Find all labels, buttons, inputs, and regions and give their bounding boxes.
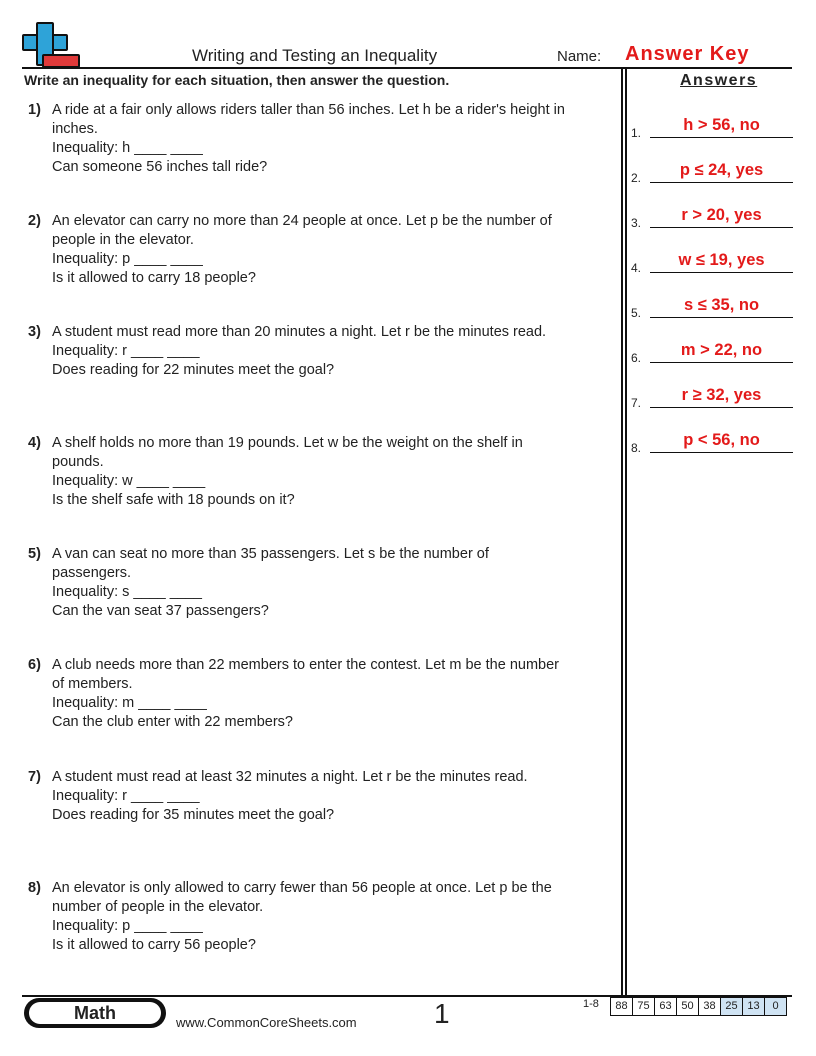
question-item xyxy=(24,545,618,621)
question-text: A student must read at least 32 minutes a night. Let r be the minutes read. xyxy=(52,769,528,785)
question-text: A van can seat no more than 35 passengers. Let s be the number of xyxy=(52,546,489,562)
inequality-prompt: Inequality: s ____ ____ xyxy=(52,584,202,600)
answer-line xyxy=(650,182,793,183)
inequality-prompt: Inequality: r ____ ____ xyxy=(52,788,200,804)
answer-row xyxy=(631,384,793,410)
question-prompt: Does reading for 35 minutes meet the goal? xyxy=(52,807,335,823)
score-table xyxy=(610,997,787,1016)
question-prompt: Is the shelf safe with 18 pounds on it? xyxy=(52,492,295,508)
question-number: 8) xyxy=(28,880,41,896)
answer-line xyxy=(650,452,793,453)
score-cell: 88 xyxy=(611,998,632,1015)
question-prompt: Can the van seat 37 passengers? xyxy=(52,603,269,619)
question-prompt: Can the club enter with 22 members? xyxy=(52,714,293,730)
answer-value: m > 22, no xyxy=(680,341,763,359)
question-text: A ride at a fair only allows riders taller than 56 inches. Let h be a rider's height in xyxy=(52,102,565,118)
answer-number: 8. xyxy=(631,441,642,455)
worksheet-title: Writing and Testing an Inequality xyxy=(192,46,438,65)
question-text: passengers. xyxy=(52,565,131,581)
answer-number: 3. xyxy=(631,216,642,230)
page-number: 1 xyxy=(434,998,450,1029)
name-label: Name: xyxy=(557,48,602,65)
instructions: Write an inequality for each situation, then answer the question. xyxy=(24,72,450,88)
question-item xyxy=(24,768,618,825)
question-number: 2) xyxy=(28,213,41,229)
logo-minus-icon xyxy=(42,54,80,68)
score-cell: 38 xyxy=(698,998,720,1015)
answer-key-label: Answer Key xyxy=(625,43,750,65)
website-link[interactable]: www.CommonCoreSheets.com xyxy=(176,1015,357,1030)
question-text: A shelf holds no more than 19 pounds. Let w be the weight on the shelf in xyxy=(52,435,523,451)
question-number: 7) xyxy=(28,769,41,785)
answer-number: 6. xyxy=(631,351,642,365)
question-text: people in the elevator. xyxy=(52,232,194,248)
inequality-prompt: Inequality: p ____ ____ xyxy=(52,918,203,934)
question-prompt: Is it allowed to carry 56 people? xyxy=(52,937,256,953)
answer-row xyxy=(631,294,793,320)
answers-heading: Answers xyxy=(680,72,758,89)
question-text: An elevator is only allowed to carry fewer than 56 people at once. Let p be the xyxy=(52,880,552,896)
answer-row xyxy=(631,249,793,275)
answer-number: 4. xyxy=(631,261,642,275)
answer-value: s ≤ 35, no xyxy=(683,296,760,314)
question-number: 4) xyxy=(28,435,41,451)
column-divider-left xyxy=(621,69,623,995)
answer-value: r ≥ 32, yes xyxy=(681,386,762,404)
score-cell: 75 xyxy=(632,998,654,1015)
score-cell: 0 xyxy=(764,998,786,1015)
question-item xyxy=(24,101,618,177)
question-number: 1) xyxy=(28,102,41,118)
score-cell: 63 xyxy=(654,998,676,1015)
subject-label: Math xyxy=(29,1002,161,1024)
answer-row xyxy=(631,429,793,455)
answer-line xyxy=(650,317,793,318)
question-item xyxy=(24,323,618,380)
question-text: An elevator can carry no more than 24 people at once. Let p be the number of xyxy=(52,213,552,229)
answer-row xyxy=(631,159,793,185)
inequality-prompt: Inequality: w ____ ____ xyxy=(52,473,206,489)
question-prompt: Does reading for 22 minutes meet the goal? xyxy=(52,362,335,378)
answer-number: 5. xyxy=(631,306,642,320)
question-item xyxy=(24,879,618,955)
score-cell: 25 xyxy=(720,998,742,1015)
question-text: A student must read more than 20 minutes a night. Let r be the minutes read. xyxy=(52,324,547,340)
answer-value: p < 56, no xyxy=(683,431,760,449)
inequality-prompt: Inequality: p ____ ____ xyxy=(52,251,203,267)
answer-line xyxy=(650,407,793,408)
answer-value: r > 20, yes xyxy=(681,206,762,224)
question-item xyxy=(24,656,618,732)
inequality-prompt: Inequality: h ____ ____ xyxy=(52,140,203,156)
question-text: A club needs more than 22 members to enter the contest. Let m be the number xyxy=(52,657,559,673)
answer-line xyxy=(650,137,793,138)
question-text: of members. xyxy=(52,676,133,692)
question-text: pounds. xyxy=(52,454,104,470)
question-text: number of people in the elevator. xyxy=(52,899,264,915)
inequality-prompt: Inequality: r ____ ____ xyxy=(52,343,200,359)
score-cell: 50 xyxy=(676,998,698,1015)
inequality-prompt: Inequality: m ____ ____ xyxy=(52,695,207,711)
column-divider-right xyxy=(625,69,627,995)
answer-value: p ≤ 24, yes xyxy=(679,161,764,179)
answer-number: 2. xyxy=(631,171,642,185)
subject-badge xyxy=(24,998,166,1028)
question-range: 1-8 xyxy=(583,998,599,1010)
question-prompt: Is it allowed to carry 18 people? xyxy=(52,270,256,286)
question-number: 3) xyxy=(28,324,41,340)
question-number: 6) xyxy=(28,657,41,673)
question-item xyxy=(24,212,618,288)
answer-row xyxy=(631,114,793,140)
score-cell: 13 xyxy=(742,998,764,1015)
answer-number: 1. xyxy=(631,126,642,140)
answer-row xyxy=(631,339,793,365)
question-number: 5) xyxy=(28,546,41,562)
answer-line xyxy=(650,362,793,363)
answer-line xyxy=(650,227,793,228)
question-item xyxy=(24,434,618,510)
answer-line xyxy=(650,272,793,273)
answer-value: h > 56, no xyxy=(683,116,760,134)
answer-number: 7. xyxy=(631,396,642,410)
question-prompt: Can someone 56 inches tall ride? xyxy=(52,159,268,175)
answer-row xyxy=(631,204,793,230)
question-text: inches. xyxy=(52,121,98,137)
answer-value: w ≤ 19, yes xyxy=(678,251,765,269)
header-rule xyxy=(22,67,792,69)
